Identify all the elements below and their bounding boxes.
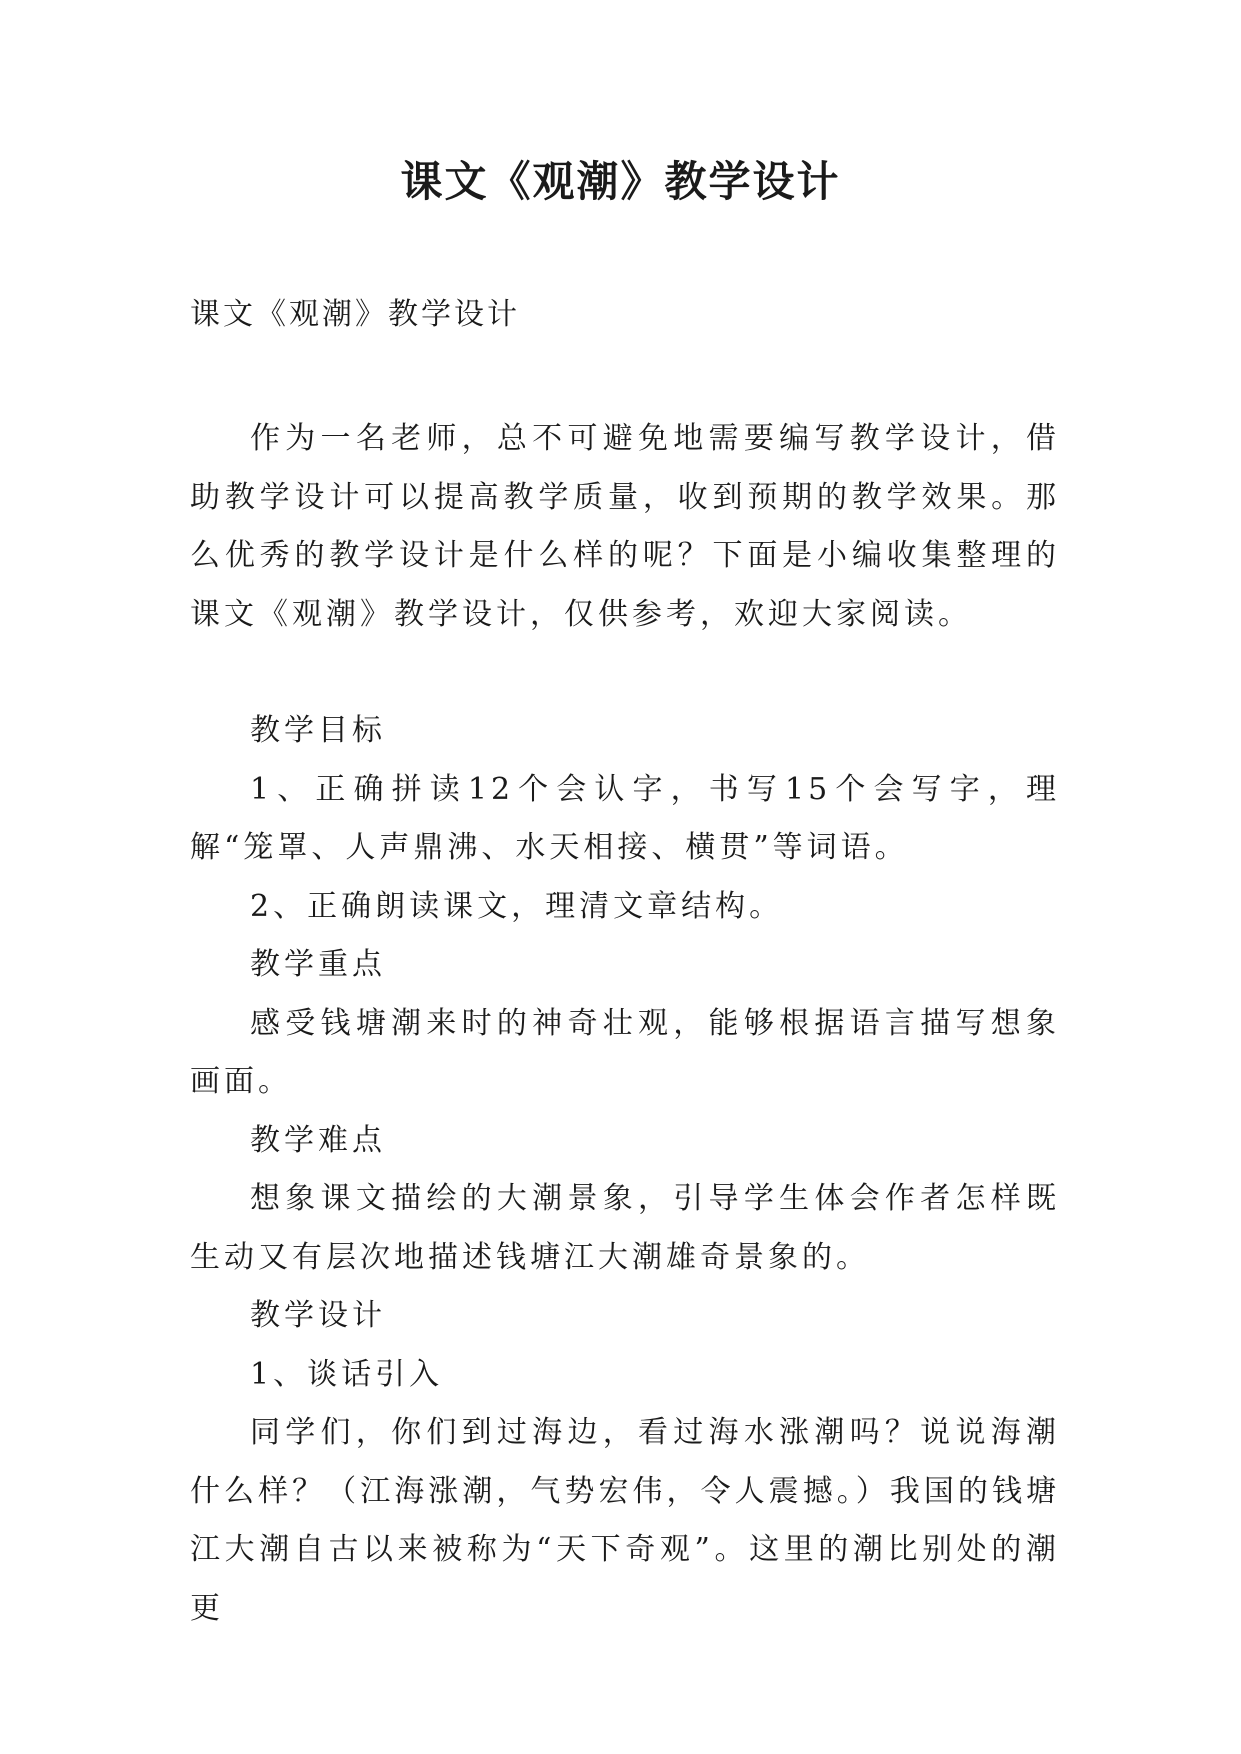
goal-item-2: 2、正确朗读课文，理清文章结构。 <box>250 888 784 924</box>
heading-difficulties: 教学难点 <box>250 1122 386 1158</box>
document-body <box>190 410 1060 1638</box>
heading-teaching-design: 教学设计 <box>250 1298 386 1333</box>
design-step-1: 1、谈话引入 <box>250 1356 444 1392</box>
key-points-paragraph: 感受钱塘潮来时的神奇壮观，能够根据语言描写想象画面。 <box>190 1005 1060 1099</box>
document-subtitle: 课文《观潮》教学设计 <box>190 297 520 332</box>
heading-key-points: 教学重点 <box>250 947 386 982</box>
design-step-1-paragraph: 同学们，你们到过海边，看过海水涨潮吗？说说海潮什么样？（江海涨潮，气势宏伟，令人震撼。）我国的钱塘江大潮自古以来被称为“天下奇观”。这里的潮比别处的潮更 <box>190 1415 1060 1626</box>
goal-item-1: 1、正确拼读12个会认字，书写15个会写字，理解“笼罩、人声鼎沸、水天相接、横贯”等词语。 <box>190 771 1060 865</box>
heading-teaching-goals: 教学目标 <box>250 713 386 748</box>
document-title: 课文《观潮》教学设计 <box>400 157 841 206</box>
intro-paragraph: 作为一名老师，总不可避免地需要编写教学设计，借助教学设计可以提高教学质量，收到预期的教学效果。那么优秀的教学设计是什么样的呢？下面是小编收集整理的课文《观潮》教学设计，仅供参考，欢迎大家阅读。 <box>190 421 1060 632</box>
difficulties-paragraph: 想象课文描绘的大潮景象，引导学生体会作者怎样既生动又有层次地描述钱塘江大潮雄奇景象的。 <box>190 1181 1060 1275</box>
